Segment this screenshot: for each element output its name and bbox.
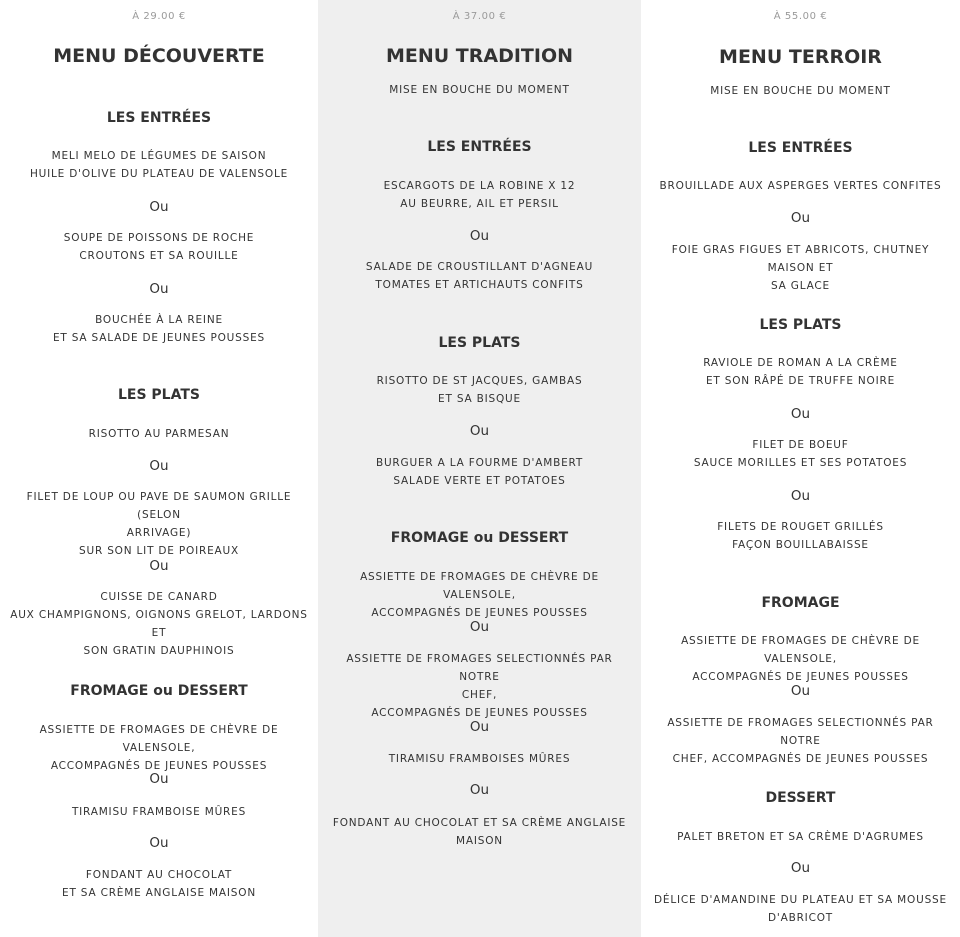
or-separator: Ou xyxy=(790,860,811,876)
section-title-plats: LES PLATS xyxy=(759,317,842,333)
or-separator: Ou xyxy=(149,199,169,215)
section-title-fromage-dessert: FROMAGE ou DESSERT xyxy=(390,530,569,546)
amuse-bouche: MISE EN BOUCHE DU MOMENT xyxy=(389,84,570,96)
menu-item: MELI MELO DE LÉGUMES DE SAISON HUILE D'OLIVE DU PLATEAU DE VALENSOLE xyxy=(29,150,289,180)
menu-item: RISOTTO AU PARMESAN xyxy=(88,428,230,440)
menu-item: ASSIETTE DE FROMAGES SELECTIONNÉS PAR NOTRE CHEF, ACCOMPAGNÉS DE JEUNES POUSSES xyxy=(346,653,613,719)
section-title-entrees: LES ENTRÉES xyxy=(748,140,853,156)
menu-item: RAVIOLE DE ROMAN A LA CRÈME ET SON RÂPÉ DE TRUFFE NOIRE xyxy=(703,357,898,387)
menu-item: BURGUER A LA FOURME D'AMBERT SALADE VERTE ET POTATOES xyxy=(375,457,584,487)
menu-item: PALET BRETON ET SA CRÈME D'AGRUMES xyxy=(677,831,924,843)
or-separator: Ou xyxy=(469,619,490,635)
menu-item: FONDANT AU CHOCOLAT ET SA CRÈME ANGLAISE MAISON xyxy=(62,869,256,899)
menu-item: SALADE DE CROUSTILLANT D'AGNEAU TOMATES ET ARTICHAUTS CONFITS xyxy=(365,261,594,291)
or-separator: Ou xyxy=(469,423,490,439)
menu-decouverte-column xyxy=(0,0,318,937)
section-title-entrees: LES ENTRÉES xyxy=(427,139,532,155)
or-separator: Ou xyxy=(149,771,169,787)
or-separator: Ou xyxy=(149,558,169,574)
or-separator: Ou xyxy=(469,719,490,735)
section-title-fromage-dessert: FROMAGE ou DESSERT xyxy=(70,683,248,699)
or-separator: Ou xyxy=(790,210,811,226)
menu-price: À 37.00 € xyxy=(452,11,507,22)
menu-tradition-column xyxy=(318,0,641,937)
menu-item: DÉLICE D'AMANDINE DU PLATEAU ET SA MOUSSE D'ABRICOT xyxy=(654,894,947,924)
menu-title: MENU TERROIR xyxy=(719,46,882,68)
menu-terroir-column xyxy=(641,0,960,937)
menu-item: ASSIETTE DE FROMAGES SELECTIONNÉS PAR NOTRE CHEF, ACCOMPAGNÉS DE JEUNES POUSSES xyxy=(667,717,934,765)
menu-item: TIRAMISU FRAMBOISE MÛRES xyxy=(71,806,247,818)
menu-item: FILETS DE ROUGET GRILLÉS FAÇON BOUILLABAISSE xyxy=(717,521,884,551)
menu-item: TIRAMISU FRAMBOISES MÛRES xyxy=(388,753,571,765)
or-separator: Ou xyxy=(149,281,169,297)
menu-item: SOUPE DE POISSONS DE ROCHE CROUTONS ET SA ROUILLE xyxy=(63,232,255,262)
menu-item: ASSIETTE DE FROMAGES DE CHÈVRE DE VALENSOLE, ACCOMPAGNÉS DE JEUNES POUSSES xyxy=(39,724,279,772)
or-separator: Ou xyxy=(790,488,811,504)
menu-title: MENU DÉCOUVERTE xyxy=(53,45,265,67)
menu-item: FONDANT AU CHOCOLAT ET SA CRÈME ANGLAISE MAISON xyxy=(332,817,627,847)
menu-price: À 29.00 € xyxy=(132,11,186,22)
or-separator: Ou xyxy=(790,683,811,699)
menu-item: BOUCHÉE À LA REINE ET SA SALADE DE JEUNES POUSSES xyxy=(52,314,265,344)
menu-title: MENU TRADITION xyxy=(385,45,574,67)
menu-price: À 55.00 € xyxy=(773,11,828,22)
or-separator: Ou xyxy=(469,228,490,244)
section-title-fromage: FROMAGE xyxy=(761,595,840,611)
or-separator: Ou xyxy=(149,835,169,851)
section-title-entrees: LES ENTRÉES xyxy=(106,110,212,126)
menu-item: ESCARGOTS DE LA ROBINE X 12 AU BEURRE, AIL ET PERSIL xyxy=(383,180,576,210)
menu-item: BROUILLADE AUX ASPERGES VERTES CONFITES xyxy=(659,180,942,192)
menu-item: ASSIETTE DE FROMAGES DE CHÈVRE DE VALENSOLE, ACCOMPAGNÉS DE JEUNES POUSSES xyxy=(360,571,599,619)
section-title-plats: LES PLATS xyxy=(438,335,521,351)
or-separator: Ou xyxy=(790,406,811,422)
section-title-plats: LES PLATS xyxy=(117,387,200,403)
or-separator: Ou xyxy=(469,782,490,798)
menu-item: ASSIETTE DE FROMAGES DE CHÈVRE DE VALENSOLE, ACCOMPAGNÉS DE JEUNES POUSSES xyxy=(681,635,920,683)
or-separator: Ou xyxy=(149,458,169,474)
menu-item: FOIE GRAS FIGUES ET ABRICOTS, CHUTNEY MAISON ET SA GLACE xyxy=(671,244,930,292)
menu-item: RISOTTO DE ST JACQUES, GAMBAS ET SA BISQUE xyxy=(376,375,583,405)
section-title-dessert: DESSERT xyxy=(765,790,836,806)
menu-item: FILET DE LOUP OU PAVE DE SAUMON GRILLE (SELON ARRIVAGE) SUR SON LIT DE POIREAUX xyxy=(26,491,292,557)
menu-item: CUISSE DE CANARD AUX CHAMPIGNONS, OIGNONS GRELOT, LARDONS ET SON GRATIN DAUPHINOIS xyxy=(10,591,308,657)
amuse-bouche: MISE EN BOUCHE DU MOMENT xyxy=(710,85,891,97)
menu-item: FILET DE BOEUF SAUCE MORILLES ET SES POTATOES xyxy=(693,439,908,469)
